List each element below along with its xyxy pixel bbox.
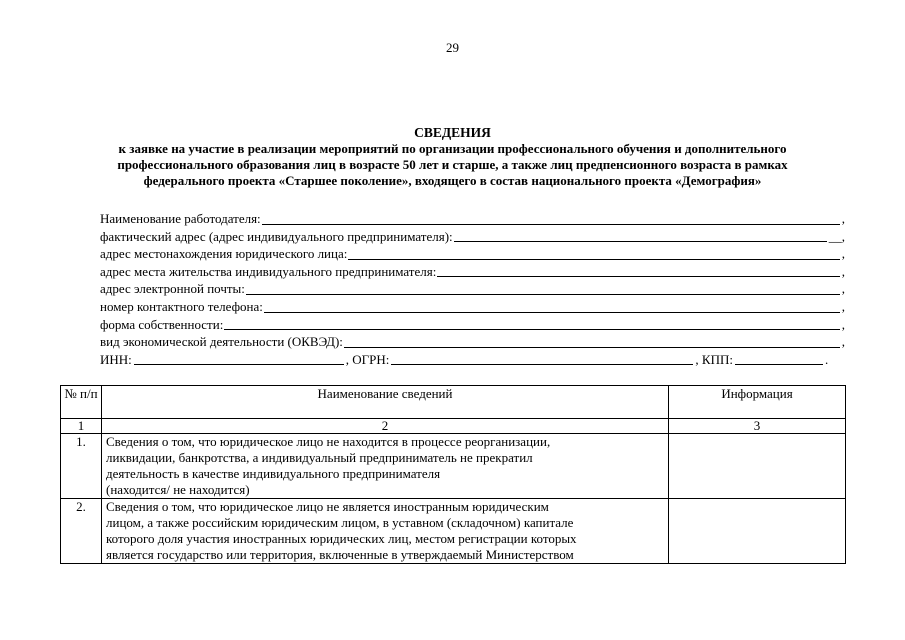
subtitle-line: профессионального образования лиц в возрасте 50 лет и старше, а также лиц предпенсионного возраста в рамках [117,157,788,172]
field-punct: , [841,316,845,332]
field-ids [100,351,845,369]
row-number: 2. [61,499,102,564]
col-number: 1 [61,419,102,434]
row-text-line: деятельность в качестве индивидуального предпринимателя [106,466,441,481]
row-info-cell[interactable] [669,499,846,564]
field-label: Наименование работодателя: [100,211,261,226]
field-actual-address [100,228,845,246]
header-name: Наименование сведений [102,386,669,419]
field-punct: , [841,334,845,350]
table-row [61,499,846,564]
row-text-line: Сведения о том, что юридическое лицо не находится в процессе реорганизации, [106,434,551,449]
row-text-line: (находится/ не находится) [106,482,250,497]
row-number: 1. [61,434,102,499]
field-punct: , [841,298,845,314]
blank-line[interactable] [264,300,840,313]
field-label: адрес электронной почты: [100,281,245,297]
table-row [61,434,846,499]
info-table [60,385,846,564]
kpp-label: , КПП: [695,351,733,367]
col-number: 3 [669,419,846,434]
ids-end: . [824,351,829,367]
row-text-line: Сведения о том, что юридическое лицо не является иностранным юридическим [106,499,549,514]
field-punct: , [841,263,845,279]
field-residence-address [100,263,845,281]
header-info: Информация [669,386,846,419]
field-ownership [100,316,845,334]
blank-line[interactable] [348,247,839,260]
subtitle-line: федерального проекта «Старшее поколение», входящего в состав национального проекта «Демография» [143,173,762,188]
field-legal-address [100,245,845,263]
field-label: адрес местонахождения юридического лица: [100,246,348,262]
field-label: адрес места жительства индивидуального предпринимателя: [100,263,437,279]
field-phone [100,298,845,316]
field-label: фактический адрес (адрес индивидуального предпринимателя): [100,228,453,244]
employer-fields [100,210,845,368]
ogrn-label: , ОГРН: [345,351,390,367]
ogrn-blank[interactable] [391,352,693,365]
subtitle-line: к заявке на участие в реализации мероприятий по организации профессионального обучения и дополнительного [118,141,787,156]
document-header [40,125,865,189]
blank-line[interactable] [246,282,840,295]
row-description [102,499,669,564]
field-label: номер контактного телефона: [100,298,263,314]
field-punct: , [841,246,845,262]
field-label: форма собственности: [100,316,224,332]
page-number: 29 [446,40,459,55]
row-text-line: является государство или территория, включенные в утверждаемый Министерством [106,547,574,562]
field-punct: , [841,281,845,297]
kpp-blank[interactable] [735,352,823,365]
blank-line[interactable] [224,317,839,330]
row-text-line: лицом, а также российским юридическим лицом, в уставном (складочном) капитале [106,515,574,530]
column-number-row [61,419,846,434]
document-title: СВЕДЕНИЯ [414,125,491,140]
blank-line[interactable] [262,212,840,225]
field-punct: , [841,211,845,226]
row-text-line: ликвидации, банкротства, а индивидуальный предприниматель не прекратил [106,450,533,465]
blank-line[interactable] [454,229,827,242]
table-header-row [61,386,846,419]
row-description [102,434,669,499]
header-num: № п/п [61,386,102,419]
field-label: вид экономической деятельности (ОКВЭД): [100,334,343,350]
inn-label: ИНН: [100,351,132,367]
blank-line[interactable] [437,264,839,277]
field-email [100,280,845,298]
row-info-cell[interactable] [669,434,846,499]
field-employer-name [100,210,845,228]
field-punct: __, [828,228,845,244]
row-text-line: которого доля участия иностранных юридических лиц, местом регистрации которых [106,531,577,546]
col-number: 2 [102,419,669,434]
inn-blank[interactable] [134,352,344,365]
blank-line[interactable] [344,335,840,348]
field-okved [100,333,845,351]
